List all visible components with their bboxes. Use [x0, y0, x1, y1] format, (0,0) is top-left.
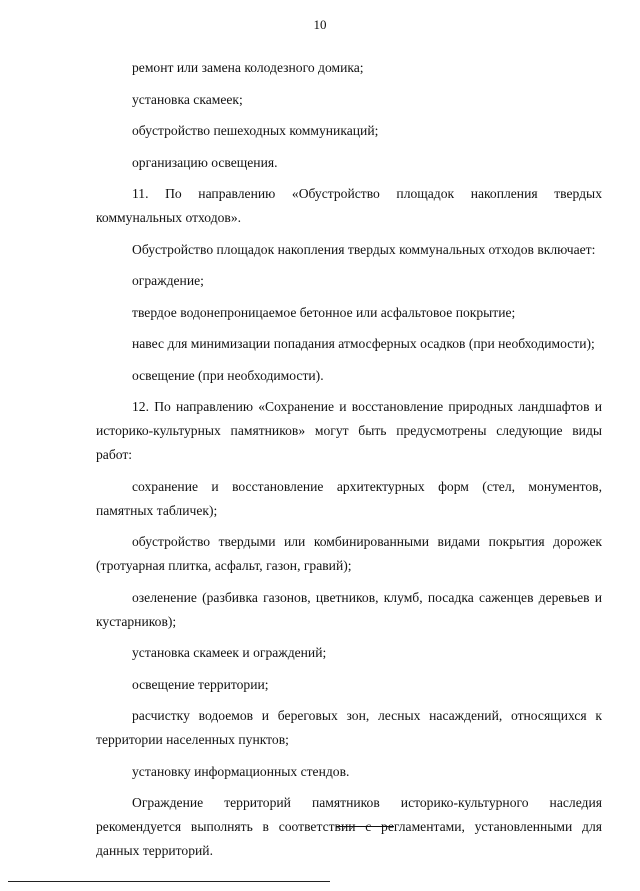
- footer-rule: [8, 881, 330, 882]
- paragraph: установку информационных стендов.: [132, 763, 350, 779]
- paragraph: установка скамеек;: [132, 91, 243, 107]
- paragraph: расчистку водоемов и береговых зон, лесных насаждений, относящихся к территории населенных пунктов;: [96, 708, 602, 747]
- paragraph: освещение (при необходимости).: [132, 367, 324, 383]
- paragraph: сохранение и восстановление архитектурных форм (стел, монументов, памятных табличек);: [96, 478, 602, 518]
- paragraph: организацию освещения.: [132, 154, 278, 170]
- paragraph: установка скамеек и ограждений;: [132, 645, 327, 660]
- paragraph: Обустройство площадок накопления твердых коммунальных отходов включает:: [132, 241, 596, 257]
- paragraph: твердое водонепроницаемое бетонное или асфальтовое покрытие;: [132, 304, 516, 320]
- paragraph: ремонт или замена колодезного домика;: [132, 60, 364, 75]
- paragraph: освещение территории;: [132, 676, 269, 692]
- end-of-text-rule: [336, 826, 394, 827]
- paragraph: озеленение (разбивка газонов, цветников, клумб, посадка саженцев деревьев и кустарников);: [96, 589, 602, 629]
- paragraph: навес для минимизации попадания атмосферных осадков (при необходимости);: [132, 336, 595, 351]
- section-heading-12: 12. По направлению «Сохранение и восстановление природных ландшафтов и историко-культурных памятников» могут быть предусмотрены следующие виды работ:: [96, 399, 602, 462]
- paragraph: ограждение;: [132, 273, 204, 288]
- paragraph: обустройство твердыми или комбинированными видами покрытия дорожек (тротуарная плитка, асфальт, газон, гравий);: [96, 534, 602, 573]
- paragraph: обустройство пешеходных коммуникаций;: [132, 123, 379, 138]
- page-number: 10: [313, 17, 327, 32]
- section-heading-11: 11. По направлению «Обустройство площадок накопления твердых коммунальных отходов».: [96, 186, 602, 225]
- document-body: [96, 56, 602, 871]
- closing-paragraph: Ограждение территорий памятников историко-культурного наследия рекомендуется выполнять в соответствии с регламентами, установленными для данных территорий.: [96, 795, 602, 858]
